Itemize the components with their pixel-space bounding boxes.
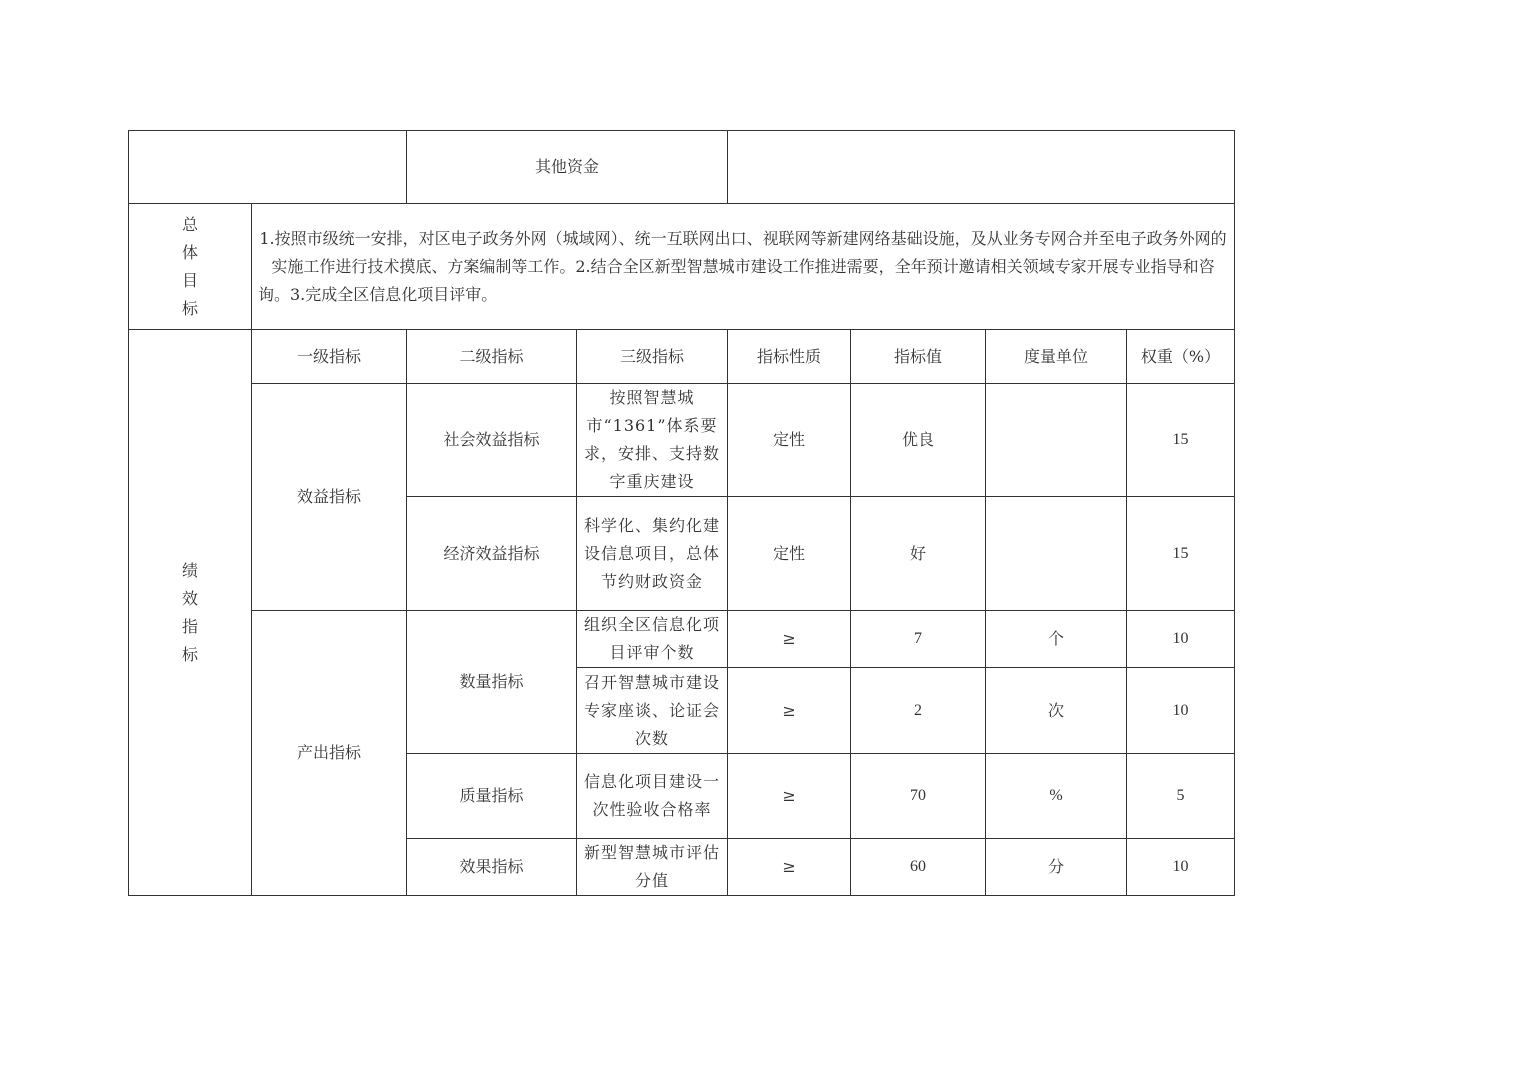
- unit-cell: %: [986, 754, 1127, 839]
- level2-social-benefit: 社会效益指标: [407, 384, 577, 497]
- nature-cell: ≥: [728, 611, 851, 668]
- level3-text: 新型智慧城市评估分值: [577, 839, 728, 896]
- value-cell: 好: [851, 497, 986, 611]
- nature-cell: ≥: [728, 668, 851, 754]
- header-level3: 三级指标: [577, 330, 728, 384]
- unit-cell: [986, 384, 1127, 497]
- performance-table: [128, 130, 1235, 896]
- value-cell: 60: [851, 839, 986, 896]
- blank-cell: [129, 131, 407, 204]
- level3-text: 按照智慧城市“1361”体系要求，安排、支持数字重庆建设: [577, 384, 728, 497]
- level2-quantity: 数量指标: [407, 611, 577, 754]
- table-row: [129, 384, 1235, 497]
- other-funds-label: 其他资金: [407, 131, 728, 204]
- table-row: [129, 611, 1235, 668]
- weight-cell: 10: [1127, 839, 1235, 896]
- nature-cell: 定性: [728, 497, 851, 611]
- overall-goal-text: 1.按照市级统一安排，对区电子政务外网（城域网）、统一互联网出口、视联网等新建网络基础设施，及从业务专网合并至电子政务外网的实施工作进行技术摸底、方案编制等工作。2.结合全区新型智慧城市建设工作推进需要，全年预计邀请相关领域专家开展专业指导和咨询。3.完成全区信息化项目评审。: [252, 204, 1235, 330]
- unit-cell: 个: [986, 611, 1127, 668]
- level2-quality: 质量指标: [407, 754, 577, 839]
- value-cell: 70: [851, 754, 986, 839]
- performance-indicator-label: 绩 效 指 标: [129, 330, 252, 896]
- level1-benefit: 效益指标: [252, 384, 407, 611]
- weight-cell: 10: [1127, 668, 1235, 754]
- nature-cell: ≥: [728, 839, 851, 896]
- level3-text: 组织全区信息化项目评审个数: [577, 611, 728, 668]
- level2-economic-benefit: 经济效益指标: [407, 497, 577, 611]
- unit-cell: 分: [986, 839, 1127, 896]
- nature-cell: 定性: [728, 384, 851, 497]
- level1-output: 产出指标: [252, 611, 407, 896]
- header-nature: 指标性质: [728, 330, 851, 384]
- overall-goal-label: 总 体 目 标: [129, 204, 252, 330]
- nature-cell: ≥: [728, 754, 851, 839]
- header-unit: 度量单位: [986, 330, 1127, 384]
- weight-cell: 15: [1127, 497, 1235, 611]
- value-cell: 7: [851, 611, 986, 668]
- value-cell: 2: [851, 668, 986, 754]
- weight-cell: 10: [1127, 611, 1235, 668]
- header-level2: 二级指标: [407, 330, 577, 384]
- value-cell: 优良: [851, 384, 986, 497]
- unit-cell: [986, 497, 1127, 611]
- level3-text: 科学化、集约化建设信息项目，总体节约财政资金: [577, 497, 728, 611]
- header-weight: 权重（%）: [1127, 330, 1235, 384]
- unit-cell: 次: [986, 668, 1127, 754]
- other-funds-value: [728, 131, 1235, 204]
- level2-effect: 效果指标: [407, 839, 577, 896]
- level3-text: 召开智慧城市建设专家座谈、论证会次数: [577, 668, 728, 754]
- header-level1: 一级指标: [252, 330, 407, 384]
- weight-cell: 15: [1127, 384, 1235, 497]
- level3-text: 信息化项目建设一次性验收合格率: [577, 754, 728, 839]
- header-value: 指标值: [851, 330, 986, 384]
- weight-cell: 5: [1127, 754, 1235, 839]
